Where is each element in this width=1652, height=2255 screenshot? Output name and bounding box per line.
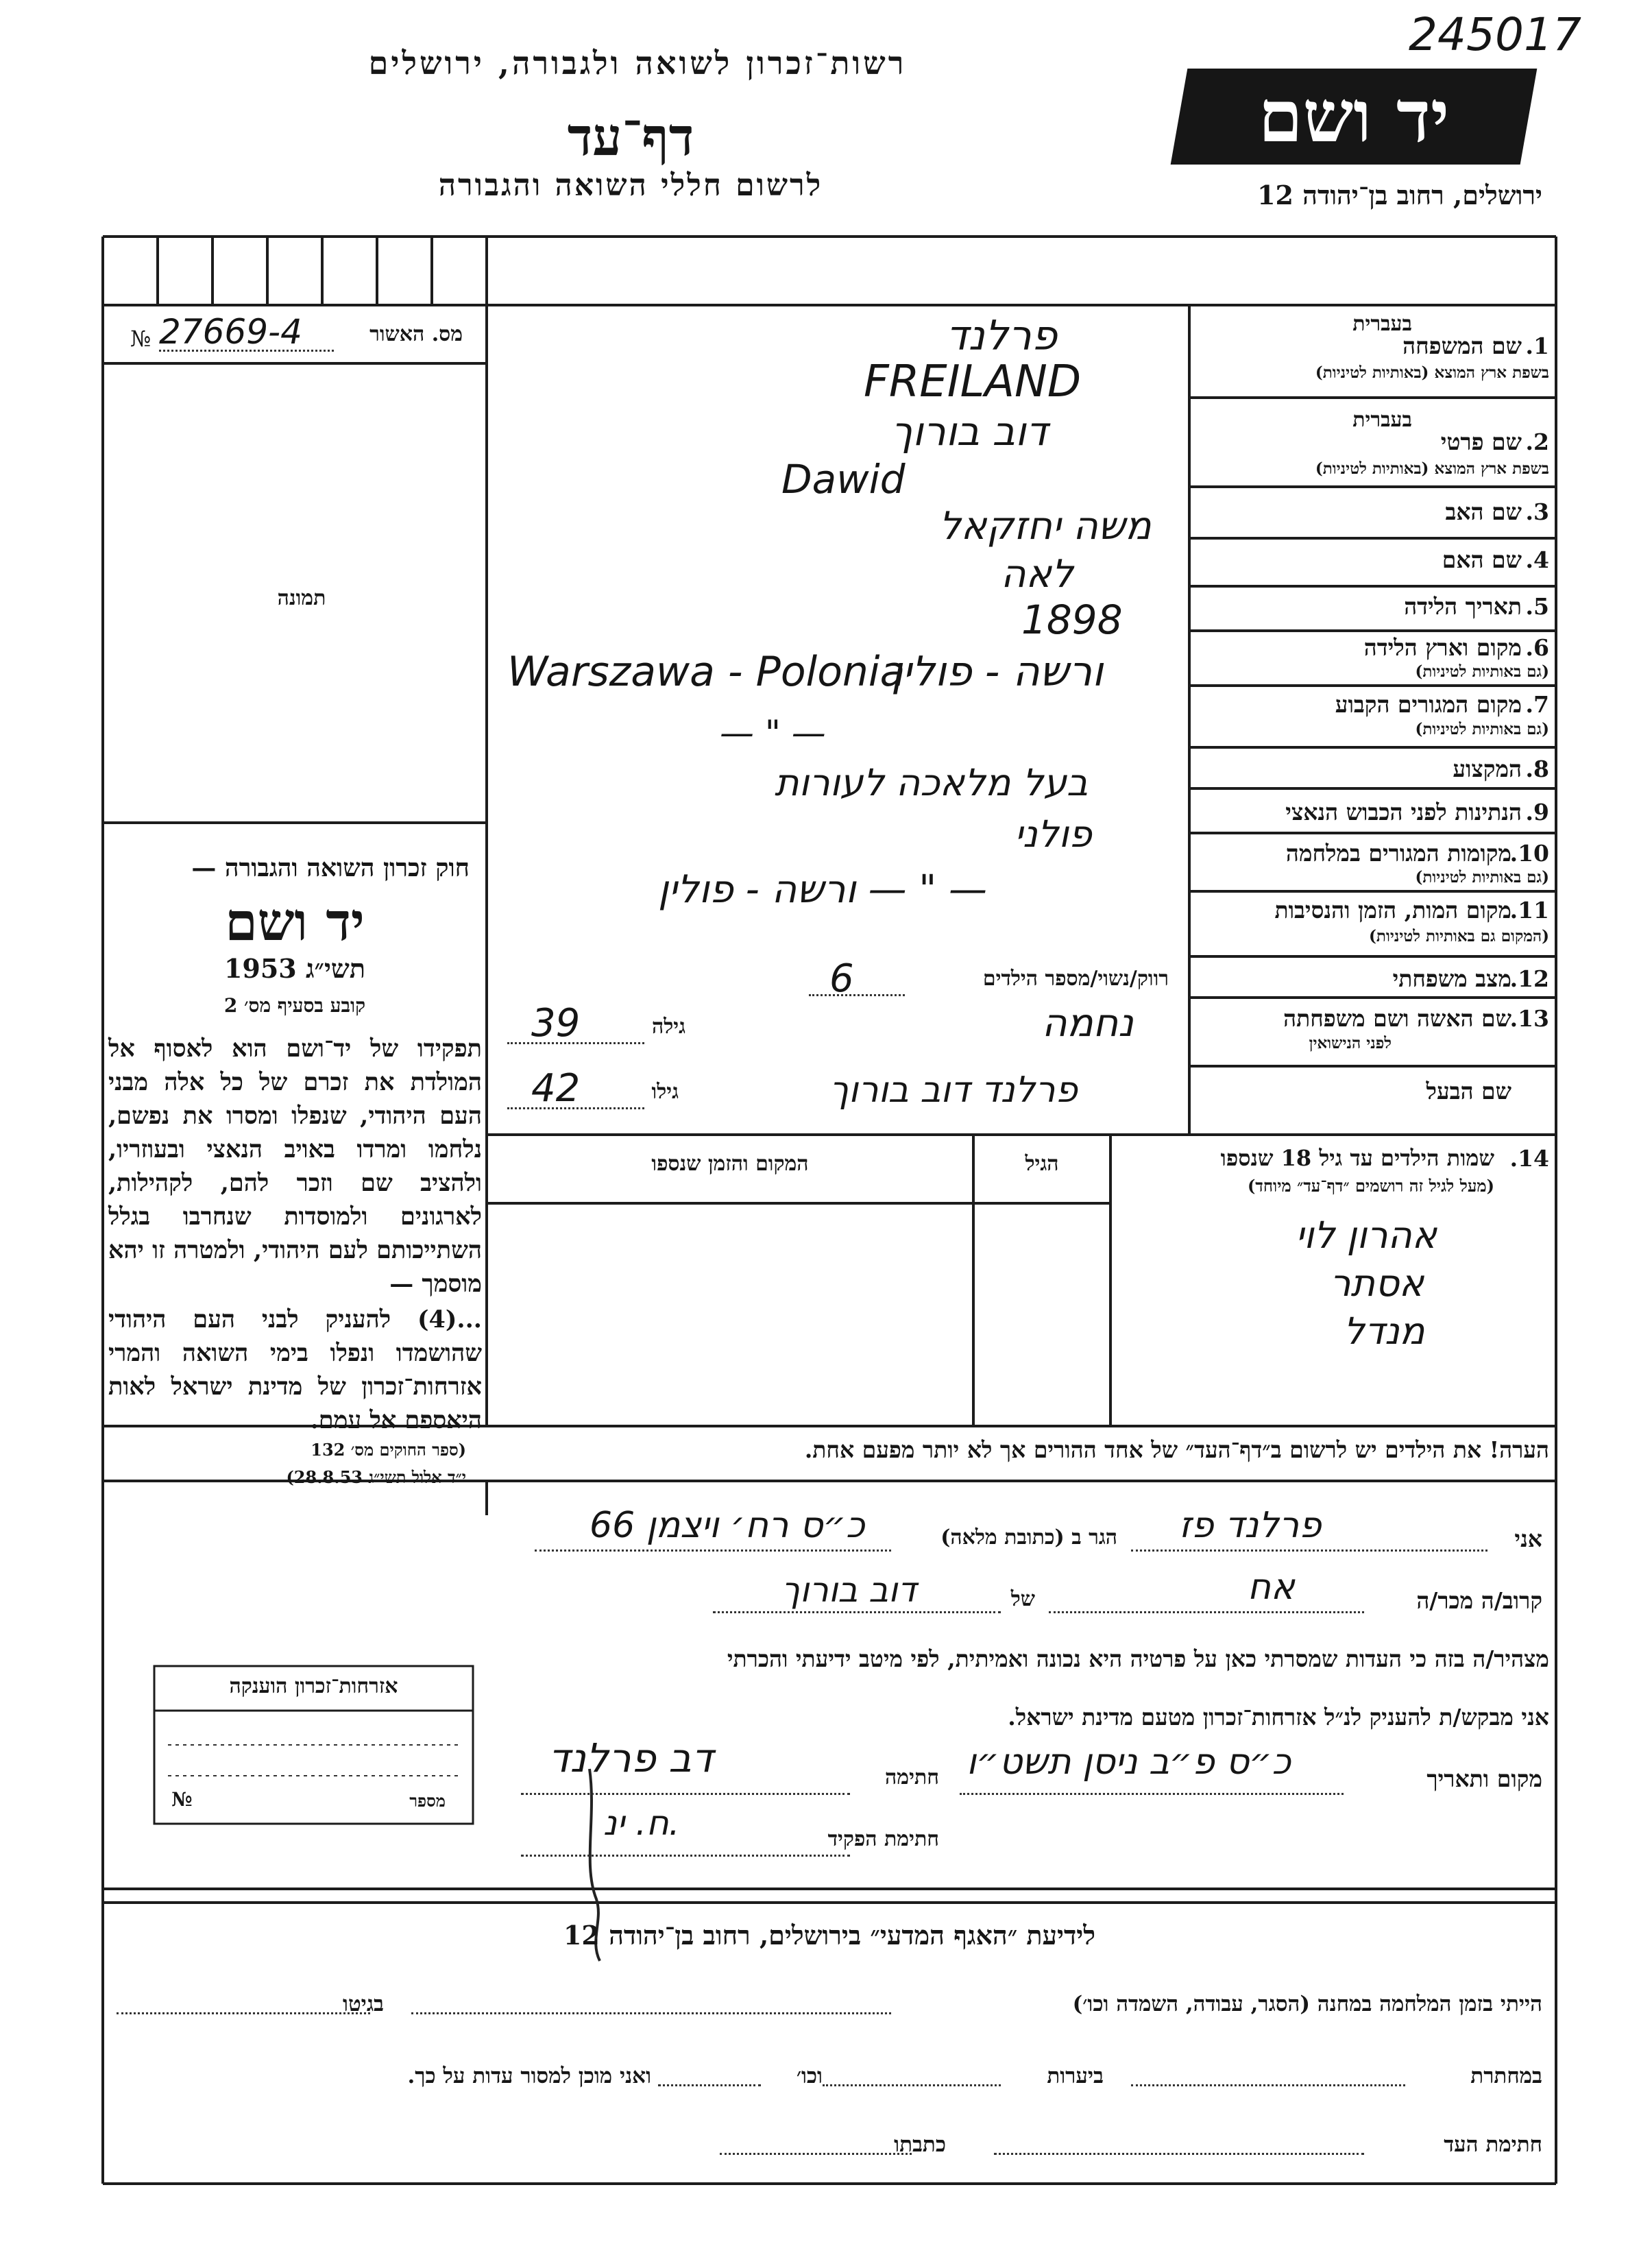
bottom-etc-line: [658, 2084, 761, 2086]
form-title: דף־עד: [567, 106, 694, 167]
form-subtitle: לרשום חללי השואה והגבורה: [438, 168, 823, 203]
f2-sub: בשפת ארץ המוצא (באותיות לטיניות): [1315, 459, 1549, 478]
f12-label: מצב משפחתי: [1392, 965, 1511, 992]
f1-label: שם המשפחה: [1402, 333, 1522, 359]
law-ref-1: (ספר החוקים מס׳ 132: [311, 1440, 466, 1460]
children-label: שמות הילדים עד גיל 18 שנספו: [1220, 1145, 1494, 1171]
bottom-ghetto-line: [117, 2012, 370, 2014]
clerk-sig-label: חתימת הפקיד: [827, 1827, 939, 1851]
husband-age-label: גילו: [651, 1080, 679, 1104]
logo-text: יד ושם: [1258, 74, 1450, 158]
col-age: הגיל: [1025, 1152, 1059, 1176]
wife-age: 39: [531, 1001, 581, 1046]
child-name-3: מנדל: [1344, 1310, 1425, 1353]
occupation: בעל מלאכה לעורות: [775, 761, 1089, 804]
decl-signature-line: [521, 1793, 850, 1795]
decl-of-line: [713, 1611, 1001, 1613]
bottom-witness-sig: חתימת העד: [1444, 2132, 1542, 2157]
decl-place-date-label: מקום ותאריך: [1426, 1765, 1542, 1792]
husband-label: שם הבעל: [1426, 1078, 1511, 1105]
decl-name-line: [1131, 1549, 1487, 1552]
decl-place-date-line: [960, 1793, 1344, 1795]
decl-place-date: כ״ס פ״ב ניסן תשט״ו: [967, 1741, 1291, 1783]
f5-label: תאריך הלידה: [1404, 593, 1522, 620]
child-name-1: אהרון לוי: [1296, 1214, 1437, 1257]
wartime-residence: ורשה - פולין — " —: [658, 867, 987, 912]
f1-sub: בשפת ארץ המוצא (באותיות לטיניות): [1315, 363, 1549, 382]
bottom-testify: ואני מוכן למסור עדות על כך.: [407, 2064, 651, 2088]
note: הערה! את הילדים יש לרשום ב״דף־העד״ של אחד ההורים אך לא יותר מפעם אחת.: [804, 1436, 1549, 1463]
bottom-forests: ביערות: [1047, 2064, 1104, 2088]
approval-no-mark: №: [130, 326, 151, 352]
mother-name: לאה: [1001, 552, 1073, 596]
wife-age-label: גילה: [651, 1015, 685, 1039]
bottom-witness-sig-line: [994, 2153, 1364, 2155]
law-body-2: ...(4) להעניק לבני העם היהודי שהושמדו ונפלו בימי השואה והמרי אזרחות־זכרון של מדינת ישראל לאות היאספם אל עמם.: [108, 1305, 482, 1434]
f4-num: 4.: [1525, 546, 1549, 573]
f6-label: מקום וארץ הלידה: [1363, 634, 1522, 661]
decl-ani: אני: [1514, 1526, 1542, 1552]
f2-label: שם פרטי: [1440, 429, 1522, 455]
bottom-camp-line: [411, 2012, 891, 2014]
f10-sub: (גם באותיות לטיניות): [1415, 868, 1549, 887]
law-title: חוק זכרון השואה והגבורה —: [191, 854, 470, 882]
citizenship-number-label: מספר: [409, 1791, 446, 1811]
decl-relation-line: [1049, 1611, 1364, 1613]
citizenship-title: אזרחות־זכרון הוענקה: [229, 1674, 398, 1698]
f13-label: שם האשה ושם משפחתה: [1283, 1005, 1511, 1032]
f8-label: המקצוע: [1453, 756, 1522, 782]
bottom-ghetto: בגיטו: [343, 1992, 384, 2016]
bottom-title: לידיעת ״האגף המדעי״ בירושלים, רחוב בן־יהודה 12: [563, 1920, 1096, 1951]
decl-signature: דב פרלנד: [548, 1735, 714, 1781]
f10-num: 10.: [1509, 840, 1549, 867]
decl-declare: מצהיר/ה בזה כי העדות שמסרתי כאן על פרטיה היא נכונה ואמיתית, לפי מיטב ידיעתי והכרתי: [727, 1645, 1549, 1672]
f12-num: 12.: [1509, 965, 1549, 992]
birthplace-latin: Warszawa - Polonia: [507, 648, 906, 696]
decl-name: פרלנד פז: [1179, 1505, 1322, 1546]
f10-label: מקומות המגורים במלחמה: [1285, 840, 1511, 867]
citizenship-no-mark: №: [171, 1788, 193, 1811]
decl-address-line: [535, 1549, 891, 1552]
f7-label: מקום המגורים הקבוע: [1335, 691, 1522, 718]
bottom-address: כתבתו: [894, 2132, 946, 2157]
decl-of: של: [1010, 1587, 1035, 1611]
approval-label: מס. האשור: [369, 322, 463, 346]
children-num: 14.: [1509, 1145, 1549, 1172]
decl-signature-label: חתימה: [885, 1765, 939, 1789]
husband-age-underline: [507, 1107, 644, 1109]
f9-num: 9.: [1525, 799, 1549, 825]
husband-name: פרלנד דוב בורוך: [829, 1070, 1078, 1111]
bottom-forests-line: [823, 2084, 1001, 2086]
col-place: המקום והזמן שנספו: [651, 1152, 809, 1176]
f6-num: 6.: [1525, 634, 1549, 661]
law-ref-2: י״ד אלול תשי״ג 28.8.53): [286, 1467, 466, 1487]
photo-label: תמונה: [277, 586, 326, 610]
yad-vashem-logo: [1171, 69, 1538, 165]
bottom-camp: הייתי בזמן המלחמה במחנה (הסגר, עבודה, השמדה וכו׳): [1072, 1992, 1542, 2016]
f3-label: שם האב: [1445, 498, 1522, 525]
f1-num: 1.: [1525, 333, 1549, 359]
children-sub: (מעל לגיל זה רושמים ״דף־עד״ מיוחד): [1247, 1176, 1494, 1196]
law-year: תשי״ג 1953: [223, 953, 366, 984]
f11-label: מקום המות, הזמן והנסיבות: [1274, 897, 1511, 924]
approval-underline: [159, 350, 334, 352]
f13-num: 13.: [1509, 1005, 1549, 1032]
husband-age: 42: [531, 1066, 581, 1111]
f2-num: 2.: [1525, 429, 1549, 455]
bottom-etc: וכו׳: [796, 2064, 823, 2088]
decl-relative: קרוב/ה מכר/ה: [1416, 1587, 1542, 1614]
wife-age-underline: [507, 1042, 644, 1044]
decl-relation: אח: [1248, 1567, 1295, 1608]
father-name: משה יחזקאל: [939, 504, 1152, 548]
f11-num: 11.: [1509, 897, 1549, 924]
law-body: תפקידו של יד־ושם הוא לאסוף אל המולדת את זכרם של כל אלה מבני העם היהודי, שנפלו ומסרו את נפשם, נלחמו ומרדו באויב הנאצי ובעוזריו, ולהציב שם וזכר להם, לקהילות, לארגונים ולמוסדות שנחרבו בגלל השתייכותם לעם היהודי, ולמטרה זו יהא מוסמך —: [108, 1035, 482, 1298]
clerk-sig: ח. ינ.: [603, 1803, 680, 1843]
clerk-sig-line: [521, 1855, 850, 1857]
archive-number: 245017: [1409, 8, 1581, 61]
f11-sub: (המקום גם באותיות לטיניות): [1369, 927, 1549, 945]
birth-date: 1898: [1021, 596, 1123, 643]
f7-num: 7.: [1525, 691, 1549, 718]
surname-latin: FREILAND: [864, 357, 1082, 407]
marital-underline: [809, 994, 905, 996]
bottom-underground-line: [1131, 2084, 1405, 2086]
f1-sub-top: בעברית: [1352, 312, 1412, 336]
f7-sub: (גם באותיות לטיניות): [1415, 720, 1549, 738]
approval-number: 27669-4: [159, 312, 302, 352]
f9-label: הנתינות לפני הכבוש הנאצי: [1285, 799, 1522, 825]
f2-sub-top: בעברית: [1352, 408, 1412, 432]
f13-sub: לפני הנישואין: [1309, 1034, 1392, 1052]
address: ירושלים, רחוב בן־יהודה 12: [1257, 180, 1542, 210]
residence: — " —: [720, 713, 826, 753]
f4-label: שם האם: [1442, 546, 1522, 573]
wife-name: נחמה: [1042, 1001, 1134, 1046]
decl-resides: הגר ב (כתובת מלאה): [940, 1526, 1117, 1549]
bottom-underground: במחתרת: [1470, 2064, 1542, 2088]
nationality: פולני: [1015, 812, 1092, 856]
f5-num: 5.: [1525, 593, 1549, 620]
law-clause: קובע בסעיף מס׳ 2: [223, 994, 366, 1017]
decl-of-name: דוב בורוך: [781, 1570, 916, 1610]
firstname-hebrew: דוב בורוך: [891, 408, 1048, 455]
decl-request: אני מבקש/ת להעניק לנ״ל אזרחות־זכרון מטעם מדינת ישראל.: [1008, 1704, 1549, 1731]
f3-num: 3.: [1525, 498, 1549, 525]
law-name: יד ושם: [225, 891, 365, 952]
f6-sub: (גם באותיות לטיניות): [1415, 662, 1549, 681]
birthplace-hebrew: ורשה - פולין: [891, 648, 1104, 696]
child-name-2: אסתר: [1330, 1262, 1424, 1305]
bottom-address-line: [720, 2153, 912, 2155]
surname-hebrew: פרלנד: [946, 312, 1058, 360]
institution-name: רשות־זכרון לשואה ולגבורה, ירושלים: [368, 45, 907, 82]
decl-address: כ״ס רח׳ ויצמן 66: [590, 1505, 865, 1546]
children-count: 6: [829, 956, 854, 1001]
firstname-latin: Dawid: [781, 456, 906, 503]
f8-num: 8.: [1525, 756, 1549, 782]
marital-label: רווק/נשוי/מספר הילדים: [982, 967, 1169, 991]
